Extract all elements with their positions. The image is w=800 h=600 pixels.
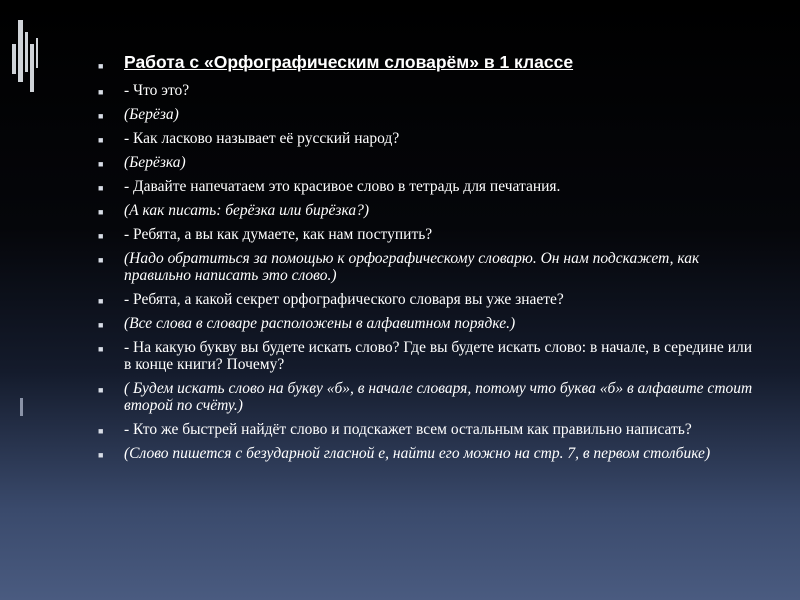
bullet-icon: ■ — [98, 320, 104, 330]
bullet-icon: ■ — [98, 135, 104, 145]
list-item-text: - Кто же быстрей найдёт слово и подскажет всем остальным как правильно написать? — [124, 421, 692, 438]
decorative-bars — [0, 0, 42, 600]
list-item — [96, 380, 756, 414]
list-item-text: (А как писать: берёзка или бирёзка?) — [124, 202, 369, 219]
bullet-icon: ■ — [98, 207, 104, 217]
bullet-icon: ■ — [98, 231, 104, 241]
bullet-icon: ■ — [98, 61, 104, 71]
list-item-text: - На какую букву вы будете искать слово? Где вы будете искать слово: в начале, в середине или в конце книги? Почему? — [124, 339, 753, 373]
list-item — [96, 421, 756, 438]
bullet-icon: ■ — [98, 450, 104, 460]
list-item-text: (Берёза) — [124, 106, 179, 123]
list-item-text: - Что это? — [124, 82, 190, 99]
bullet-icon: ■ — [98, 111, 104, 121]
list-item-text: - Ребята, а какой секрет орфографического словаря вы уже знаете? — [124, 291, 564, 308]
list-item — [96, 226, 756, 243]
slide-content — [96, 52, 756, 469]
bullet-icon: ■ — [98, 159, 104, 169]
list-item-text: - Ребята, а вы как думаете, как нам поступить? — [124, 226, 433, 243]
list-item-text: (Надо обратиться за помощью к орфографическому словарю. Он нам подскажет, как правильно написать это слово.) — [124, 250, 700, 284]
bullet-list — [96, 52, 756, 462]
bullet-icon: ■ — [98, 183, 104, 193]
bullet-icon: ■ — [98, 426, 104, 436]
list-item-text: (Берёзка) — [124, 154, 186, 171]
bullet-icon: ■ — [98, 344, 104, 354]
list-item — [96, 291, 756, 308]
list-item-text: ( Будем искать слово на букву «б», в начале словаря, потому что буква «б» в алфавите стоит второй по счёту.) — [124, 380, 753, 414]
list-item-text: - Как ласково называет её русский народ? — [124, 130, 400, 147]
list-item-text: (Слово пишется с безударной гласной е, найти его можно на стр. 7, в первом столбике) — [124, 445, 711, 462]
list-item — [96, 82, 756, 99]
list-item — [96, 130, 756, 147]
list-item — [96, 445, 756, 462]
list-item — [96, 154, 756, 171]
list-item-text: - Давайте напечатаем это красивое слово в тетрадь для печатания. — [124, 178, 561, 195]
list-item-text: (Все слова в словаре расположены в алфавитном порядке.) — [124, 315, 516, 332]
slide-title — [96, 52, 756, 72]
list-item — [96, 315, 756, 332]
list-item — [96, 178, 756, 195]
bullet-icon: ■ — [98, 296, 104, 306]
slide-title-text: Работа с «Орфографическим словарём» в 1 классе — [124, 52, 574, 72]
bullet-icon: ■ — [98, 87, 104, 97]
bullet-icon: ■ — [98, 385, 104, 395]
list-item — [96, 202, 756, 219]
list-item — [96, 250, 756, 284]
list-item — [96, 339, 756, 373]
bullet-icon: ■ — [98, 255, 104, 265]
list-item — [96, 106, 756, 123]
